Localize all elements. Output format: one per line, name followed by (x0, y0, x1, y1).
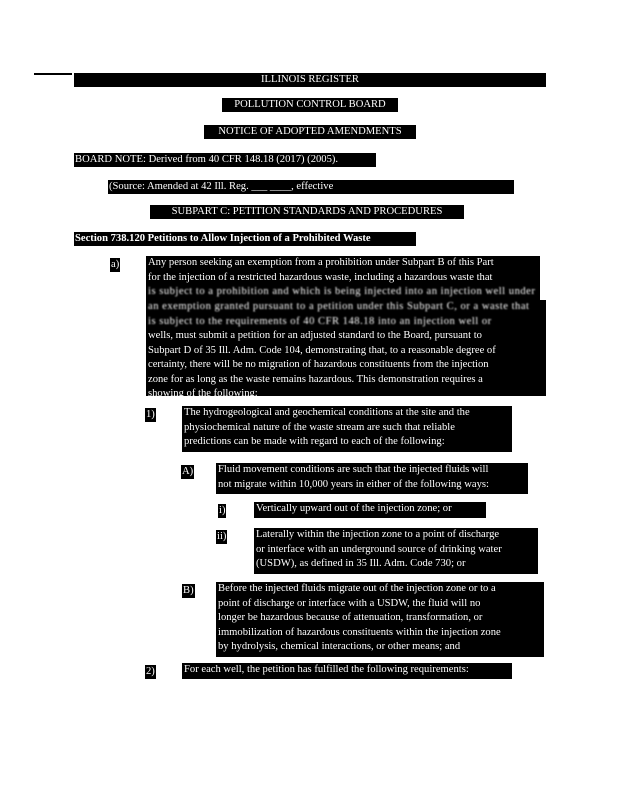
item-ii-line: or interface with an underground source of drinking water (256, 543, 502, 555)
item-ii-line: Laterally within the injection zone to a point of discharge (256, 529, 500, 540)
item-b-upper-line: by hydrolysis, chemical interactions, or other means; and (218, 641, 461, 652)
item-2-line: For each well, the petition has fulfilled the following requirements: (184, 664, 469, 675)
board-title: POLLUTION CONTROL BOARD (222, 98, 398, 112)
para-a-line: for the injection of a restricted hazardous waste, including a hazardous waste that (148, 271, 493, 283)
item-1-label: 1) (146, 409, 155, 420)
item-b-upper-line: Before the injected fluids migrate out of the injection zone or to a (218, 583, 496, 594)
register-title: ILLINOIS REGISTER (74, 73, 546, 87)
item-1-line: physiochemical nature of the waste stream are such that reliable (184, 421, 455, 433)
item-ii-label: ii) (217, 531, 227, 542)
para-a-block-bottom (146, 300, 546, 399)
item-i-line: Vertically upward out of the injection zone; or (256, 503, 452, 514)
item-ii-line: (USDW), as defined in 35 Ill. Adm. Code 730; or (256, 558, 466, 569)
item-a-upper-line: not migrate within 10,000 years in either of the following ways: (218, 478, 489, 490)
para-a-line: wells, must submit a petition for an adjusted standard to the Board, pursuant to (148, 330, 482, 341)
para-a-line: certainty, there will be no migration of hazardous constituents from the injection (148, 359, 489, 370)
item-ii-block (254, 528, 538, 574)
item-a-upper-block (216, 463, 528, 494)
para-a-line: is subject to the requirements of 40 CFR 148.18 into an injection well or (148, 315, 492, 327)
board-note: BOARD NOTE: Derived from 40 CFR 148.18 (2017) (2005). (74, 153, 376, 167)
notice-title: NOTICE OF ADOPTED AMENDMENTS (204, 125, 416, 139)
subpart-heading: SUBPART C: PETITION STANDARDS AND PROCEDURES (150, 205, 464, 219)
source-note: (Source: Amended at 42 Ill. Reg. ___ ____, effective (108, 180, 514, 194)
item-1-line: predictions can be made with regard to each of the following: (184, 436, 445, 447)
item-b-upper-line: immobilization of hazardous constituents within the injection zone (218, 626, 501, 638)
para-a-line: zone for as long as the waste remains hazardous. This demonstration requires a (148, 373, 483, 385)
item-b-upper-block (216, 582, 544, 657)
item-2-label: 2) (146, 666, 155, 677)
item-i-label: i) (219, 505, 226, 516)
para-a-line: Any person seeking an exemption from a prohibition under Subpart B of this Part (148, 257, 494, 268)
para-a-line: showing of the following: (148, 388, 258, 399)
para-a-line: Subpart D of 35 Ill. Adm. Code 104, demonstrating that, to a reasonable degree of (148, 344, 496, 356)
item-b-upper-line: longer be hazardous because of attenuation, transformation, or (218, 612, 483, 623)
item-1-block (182, 406, 512, 452)
para-a-label: a) (111, 259, 120, 270)
item-a-upper-label: A) (182, 466, 194, 477)
item-1-line: The hydrogeological and geochemical conditions at the site and the (184, 407, 470, 418)
scan-mark-line (34, 73, 72, 75)
para-a-line: is subject to a prohibition and which is being injected into an injection well under (148, 286, 536, 297)
item-2-block (182, 663, 512, 679)
para-a-line: an exemption granted pursuant to a petition under this Subpart C, or a waste that (148, 301, 530, 312)
item-a-upper-line: Fluid movement conditions are such that the injected fluids will (218, 464, 489, 475)
para-a-block-top (146, 256, 540, 300)
item-b-upper-label: B) (183, 585, 194, 596)
section-heading: Section 738.120 Petitions to Allow Injection of a Prohibited Waste (74, 232, 416, 246)
item-i-block (254, 502, 486, 518)
item-b-upper-line: point of discharge or interface with a USDW, the fluid will no (218, 597, 481, 609)
